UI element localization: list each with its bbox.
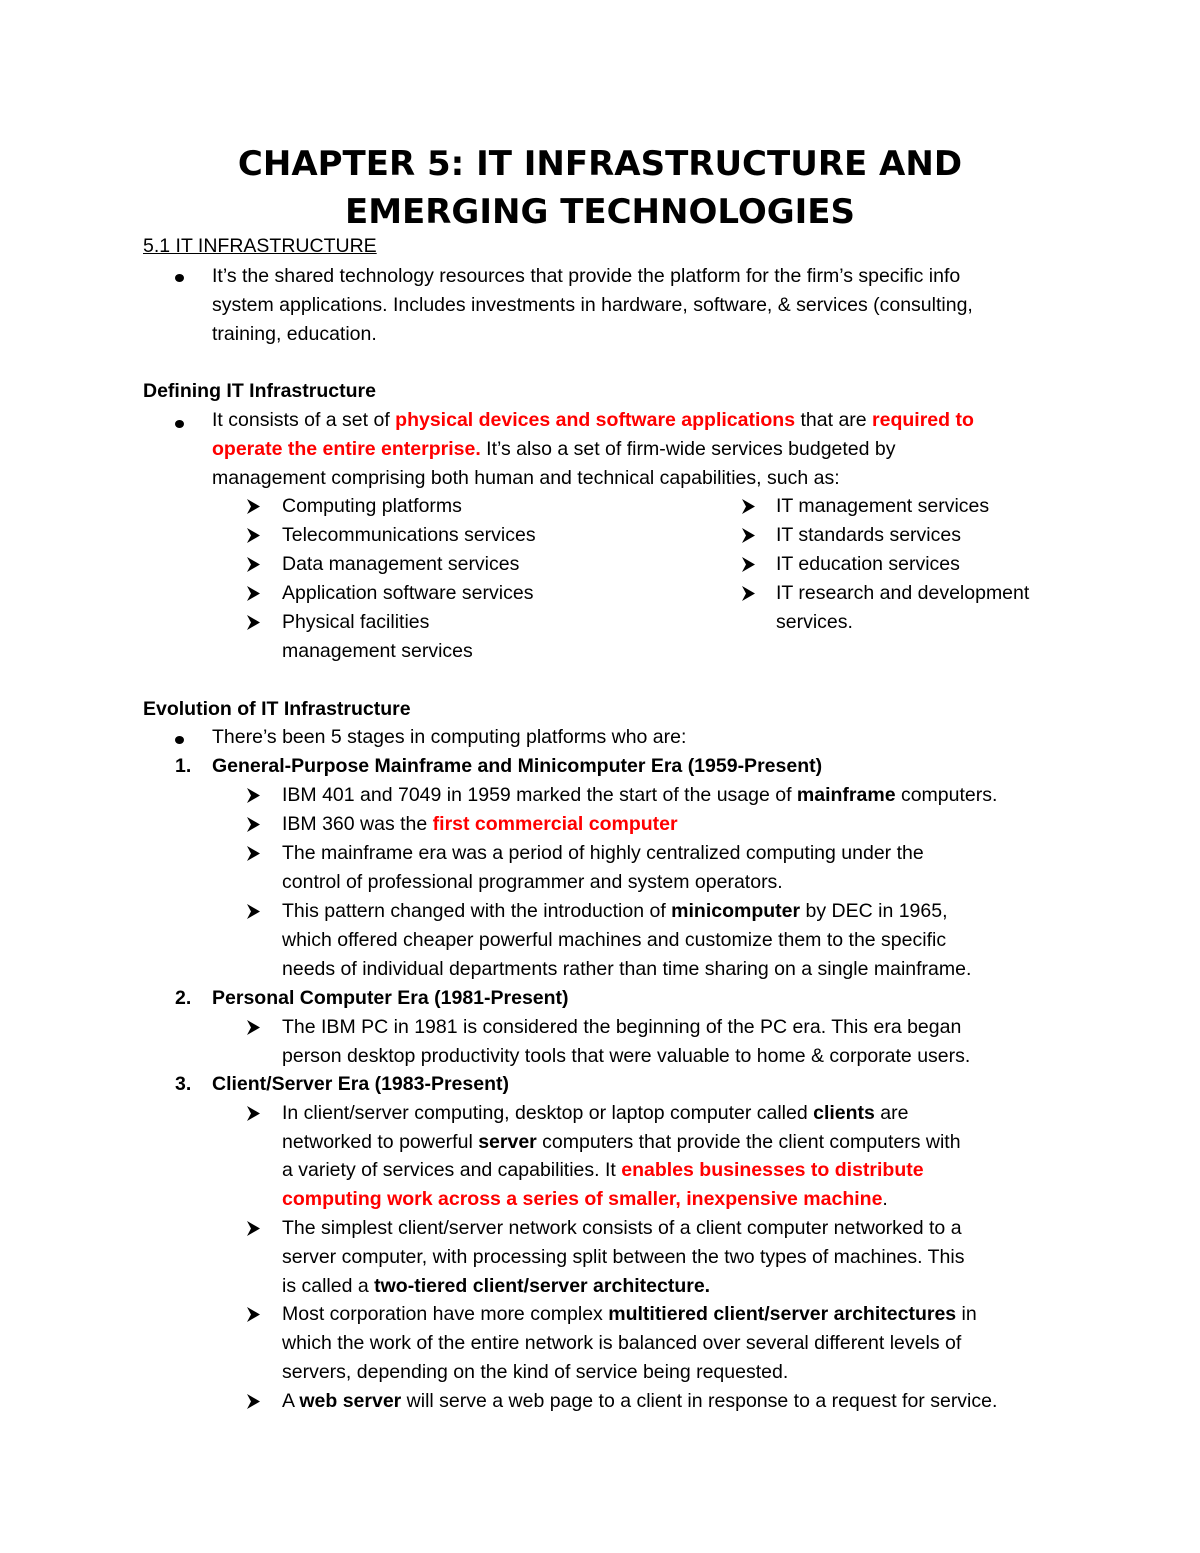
arrow-bullet-icon <box>246 816 261 833</box>
era-number: 3. <box>175 1073 192 1095</box>
title-line-1: CHAPTER 5: IT INFRASTRUCTURE AND <box>237 144 963 184</box>
paragraph-line: It consists of a set of physical devices and software applications that are required to <box>212 409 974 431</box>
paragraph-line: In client/server computing, desktop or laptop computer called clients are <box>282 1102 909 1124</box>
page-title <box>100 140 1100 236</box>
paragraph-line: server computer, with processing split between the two types of machines. This <box>282 1246 965 1268</box>
era-title: Personal Computer Era (1981-Present) <box>212 987 569 1009</box>
arrow-bullet-icon <box>246 787 261 804</box>
paragraph-line: control of professional programmer and system operators. <box>282 871 783 893</box>
era-number: 1. <box>175 755 192 777</box>
era-title: Client/Server Era (1983-Present) <box>212 1073 509 1095</box>
paragraph-line: is called a two-tiered client/server architecture. <box>282 1275 711 1297</box>
bullet-icon <box>175 736 184 744</box>
arrow-bullet-icon <box>246 556 261 573</box>
arrow-bullet-icon <box>246 1220 261 1237</box>
paragraph-line: The IBM PC in 1981 is considered the beginning of the PC era. This era began <box>282 1016 962 1038</box>
section-heading: Defining IT Infrastructure <box>143 380 376 402</box>
list-item: IT research and development <box>776 582 1030 604</box>
arrow-bullet-icon <box>246 1019 261 1036</box>
paragraph-line: This pattern changed with the introduction of minicomputer by DEC in 1965, <box>282 900 948 922</box>
section-heading: Evolution of IT Infrastructure <box>143 698 411 720</box>
title-line-2: EMERGING TECHNOLOGIES <box>344 192 856 232</box>
list-item: IT education services <box>776 553 960 575</box>
era-number: 2. <box>175 987 192 1009</box>
paragraph-line: which offered cheaper powerful machines and customize them to the specific <box>282 929 947 951</box>
paragraph-line: which the work of the entire network is balanced over several different levels of <box>282 1332 962 1354</box>
list-item: Computing platforms <box>282 495 462 517</box>
list-item: IT standards services <box>776 524 961 546</box>
paragraph-line: Most corporation have more complex multitiered client/server architectures in <box>282 1303 977 1325</box>
arrow-bullet-icon <box>246 585 261 602</box>
arrow-bullet-icon <box>246 498 261 515</box>
arrow-bullet-icon <box>741 527 756 544</box>
paragraph-line: a variety of services and capabilities. It enables businesses to distribute <box>282 1159 924 1181</box>
list-item: Application software services <box>282 582 534 604</box>
paragraph-line: person desktop productivity tools that were valuable to home & corporate users. <box>282 1045 971 1067</box>
paragraph-line: IBM 360 was the first commercial computer <box>282 813 678 835</box>
paragraph-line: There’s been 5 stages in computing platforms who are: <box>212 726 687 748</box>
paragraph-line: training, education. <box>212 323 377 345</box>
arrow-bullet-icon <box>246 845 261 862</box>
era-title: General-Purpose Mainframe and Minicomputer Era (1959-Present) <box>212 755 823 777</box>
paragraph-line: It’s the shared technology resources that provide the platform for the firm’s specific info <box>212 265 961 287</box>
paragraph-line: The mainframe era was a period of highly centralized computing under the <box>282 842 924 864</box>
paragraph-line: needs of individual departments rather than time sharing on a single mainframe. <box>282 958 972 980</box>
arrow-bullet-icon <box>246 1393 261 1410</box>
list-item: Data management services <box>282 553 520 575</box>
arrow-bullet-icon <box>246 1306 261 1323</box>
arrow-bullet-icon <box>741 498 756 515</box>
paragraph-line: networked to powerful server computers that provide the client computers with <box>282 1131 961 1153</box>
paragraph-line: system applications. Includes investments in hardware, software, & services (consulting, <box>212 294 973 316</box>
paragraph-line: servers, depending on the kind of service being requested. <box>282 1361 789 1383</box>
arrow-bullet-icon <box>741 556 756 573</box>
paragraph-line: The simplest client/server network consists of a client computer networked to a <box>282 1217 962 1239</box>
list-item-continuation: management services <box>282 640 473 662</box>
paragraph-line: management comprising both human and technical capabilities, such as: <box>212 467 840 489</box>
list-item: IT management services <box>776 495 990 517</box>
arrow-bullet-icon <box>246 527 261 544</box>
bullet-icon <box>175 274 184 282</box>
paragraph-line: computing work across a series of smaller, inexpensive machine. <box>282 1188 888 1210</box>
list-item: Physical facilities <box>282 611 430 633</box>
paragraph-line: IBM 401 and 7049 in 1959 marked the start of the usage of mainframe computers. <box>282 784 998 806</box>
arrow-bullet-icon <box>246 1105 261 1122</box>
arrow-bullet-icon <box>246 614 261 631</box>
list-item: Telecommunications services <box>282 524 536 546</box>
bullet-icon <box>175 420 184 428</box>
list-item-continuation: services. <box>776 611 853 633</box>
section-heading: 5.1 IT INFRASTRUCTURE <box>143 235 377 257</box>
paragraph-line: A web server will serve a web page to a client in response to a request for service. <box>282 1390 998 1412</box>
arrow-bullet-icon <box>741 585 756 602</box>
arrow-bullet-icon <box>246 903 261 920</box>
paragraph-line: operate the entire enterprise. It’s also a set of firm-wide services budgeted by <box>212 438 896 460</box>
